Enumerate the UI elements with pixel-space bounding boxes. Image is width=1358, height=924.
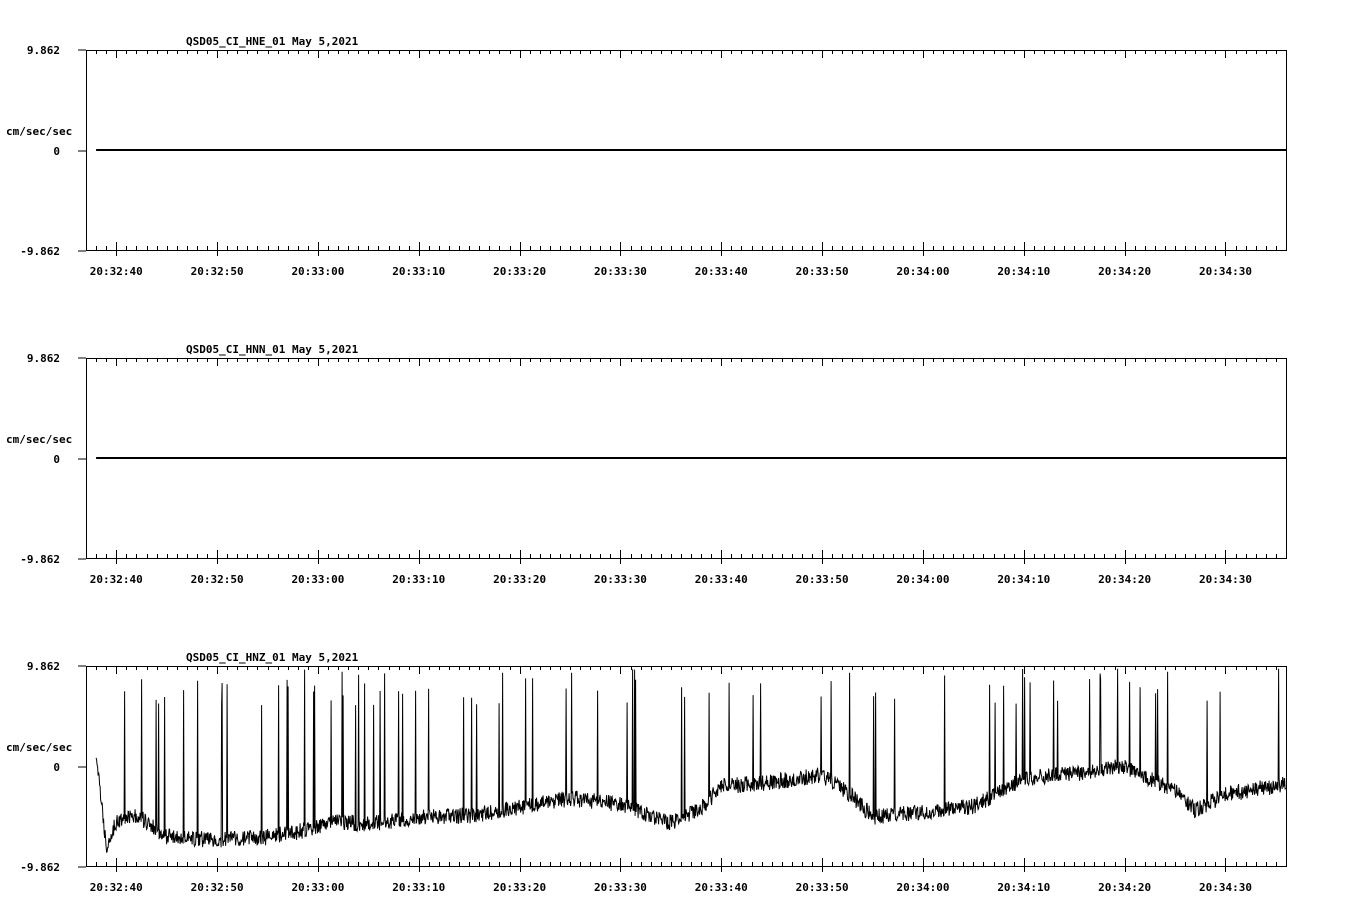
y-tick-label: 9.862 — [26, 352, 60, 365]
x-tick-label: 20:33:30 — [593, 881, 647, 894]
seismogram-panel — [6, 651, 1287, 894]
x-tick-label: 20:33:20 — [493, 573, 547, 586]
x-tick-label: 20:32:50 — [190, 573, 244, 586]
x-tick-label: 20:33:20 — [493, 881, 547, 894]
y-tick-label: 9.862 — [26, 44, 60, 57]
x-tick-label: 20:33:50 — [795, 881, 849, 894]
waveform-trace — [96, 669, 1286, 853]
x-tick-label: 20:33:30 — [593, 265, 647, 278]
x-tick-label: 20:34:20 — [1098, 573, 1152, 586]
x-tick-label: 20:32:40 — [89, 265, 143, 278]
x-tick-label: 20:33:10 — [392, 573, 446, 586]
x-tick-label: 20:33:00 — [291, 881, 345, 894]
x-tick-label: 20:33:30 — [593, 573, 647, 586]
y-tick-label: 0 — [53, 761, 60, 774]
x-tick-label: 20:34:30 — [1199, 265, 1252, 278]
x-tick-label: 20:32:40 — [89, 573, 143, 586]
x-tick-label: 20:32:40 — [89, 881, 143, 894]
x-tick-label: 20:33:50 — [795, 573, 849, 586]
y-axis-label: cm/sec/sec — [6, 125, 73, 138]
x-tick-label: 20:33:00 — [291, 265, 345, 278]
x-tick-label: 20:33:50 — [795, 265, 849, 278]
x-tick-label: 20:34:30 — [1199, 573, 1252, 586]
x-tick-label: 20:32:50 — [190, 265, 244, 278]
y-tick-label: 0 — [53, 453, 60, 466]
y-tick-label: -9.862 — [20, 553, 60, 566]
y-tick-label: -9.862 — [20, 245, 60, 258]
x-tick-label: 20:34:10 — [997, 881, 1051, 894]
x-tick-label: 20:34:10 — [997, 265, 1051, 278]
x-tick-label: 20:34:00 — [896, 881, 950, 894]
x-tick-label: 20:33:20 — [493, 265, 547, 278]
panel-title: QSD05_CI_HNE_01 May 5,2021 — [186, 35, 359, 48]
x-tick-label: 20:33:10 — [392, 265, 446, 278]
x-tick-label: 20:33:10 — [392, 881, 446, 894]
x-tick-label: 20:34:00 — [896, 265, 950, 278]
x-tick-label: 20:32:50 — [190, 881, 244, 894]
x-tick-label: 20:33:40 — [694, 265, 748, 278]
y-tick-label: 0 — [53, 145, 60, 158]
seismogram-panel — [6, 343, 1287, 586]
y-tick-label: 9.862 — [26, 660, 60, 673]
y-axis-label: cm/sec/sec — [6, 433, 73, 446]
x-tick-label: 20:33:00 — [291, 573, 345, 586]
x-tick-label: 20:33:40 — [694, 881, 748, 894]
panel-title: QSD05_CI_HNZ_01 May 5,2021 — [186, 651, 359, 664]
x-tick-label: 20:34:10 — [997, 573, 1051, 586]
x-tick-label: 20:34:20 — [1098, 881, 1152, 894]
y-tick-label: -9.862 — [20, 861, 60, 874]
panel-title: QSD05_CI_HNN_01 May 5,2021 — [186, 343, 359, 356]
x-tick-label: 20:34:00 — [896, 573, 950, 586]
x-tick-label: 20:34:30 — [1199, 881, 1252, 894]
seismogram-panel — [6, 35, 1287, 278]
x-tick-label: 20:34:20 — [1098, 265, 1152, 278]
x-tick-label: 20:33:40 — [694, 573, 748, 586]
y-axis-label: cm/sec/sec — [6, 741, 73, 754]
